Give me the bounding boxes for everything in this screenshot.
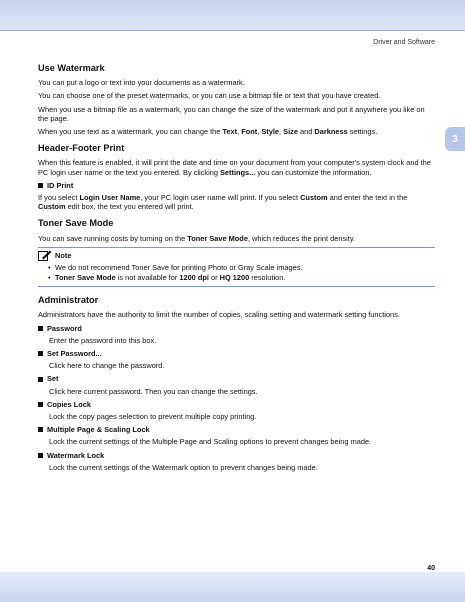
bullet-heading: ID Print [38,181,435,190]
section-title: Administrator [38,295,99,306]
square-bullet-icon [38,377,43,382]
paragraph: If you select Login User Name, your PC login user name will print. If you select Custom and enter the text in the Custom edit box, the text you entered will print. [38,193,408,212]
square-bullet-icon [38,453,43,458]
section-toner [38,219,435,287]
admin-item-label: Set [38,374,435,383]
square-bullet-icon [38,326,43,331]
section-watermark [38,64,435,136]
section-title: Toner Save Mode [38,218,114,229]
page-number: 40 [427,565,435,572]
header-band [0,0,465,31]
square-bullet-icon [38,183,43,188]
square-bullet-icon [38,402,43,407]
running-head: Driver and Software [373,39,435,46]
section-title: Header-Footer Print [38,143,125,154]
admin-item-desc: Click here to change the password. [49,361,165,371]
paragraph: You can put a logo or text into your documents as a watermark. [38,78,245,88]
page-content [38,64,435,480]
admin-item-label: Set Password... [38,349,435,358]
note-box [38,247,435,287]
admin-item-label: Copies Lock [38,400,435,409]
paragraph: When you use a bitmap file as a watermark, you can change the size of the watermark and put it anywhere you like on the page. [38,104,425,123]
admin-item-desc: Lock the current settings of the Multiple Page and Scaling options to prevent changes being made. [49,437,372,447]
admin-item-label: Multiple Page & Scaling Lock [38,425,435,434]
admin-item-label: Password [38,324,435,333]
note-item: • We do not recommend Toner Save for printing Photo or Gray Scale images. [48,262,303,272]
paragraph: When this feature is enabled, it will print the date and time on your document from your computer's system clock and the PC login user name or the text you entered. By clicking Settings... you can customize the information. [38,158,431,177]
note-item: • Toner Save Mode is not available for 1200 dpi or HQ 1200 resolution. [48,273,286,283]
square-bullet-icon [38,427,43,432]
admin-item-desc: Enter the password into this box. [49,335,157,345]
footer-band [0,572,465,602]
admin-item-desc: Lock the copy pages selection to prevent multiple copy printing. [49,412,257,422]
pencil-note-icon [38,250,52,261]
chapter-tab: 3 [445,127,465,151]
admin-item-desc: Click here current password. Then you can change the settings. [49,386,258,396]
paragraph: Administrators have the authority to limit the number of copies, scaling setting and watermark setting functions. [38,310,400,320]
admin-item-label: Watermark Lock [38,451,435,460]
section-title: Use Watermark [38,63,105,73]
admin-item-desc: Lock the current settings of the Watermark option to prevent changes being made. [49,462,318,472]
paragraph: You can save running costs by turning on the Toner Save Mode, which reduces the print density. [38,233,356,243]
note-heading: Note [38,250,435,261]
square-bullet-icon [38,351,43,356]
paragraph: When you use text as a watermark, you can change the Text, Font, Style, Size and Darkness settings. [38,127,378,137]
section-administrator [38,296,435,472]
section-header-footer [38,144,435,211]
paragraph: You can choose one of the preset watermarks, or you can use a bitmap file or text that you have created. [38,91,381,101]
